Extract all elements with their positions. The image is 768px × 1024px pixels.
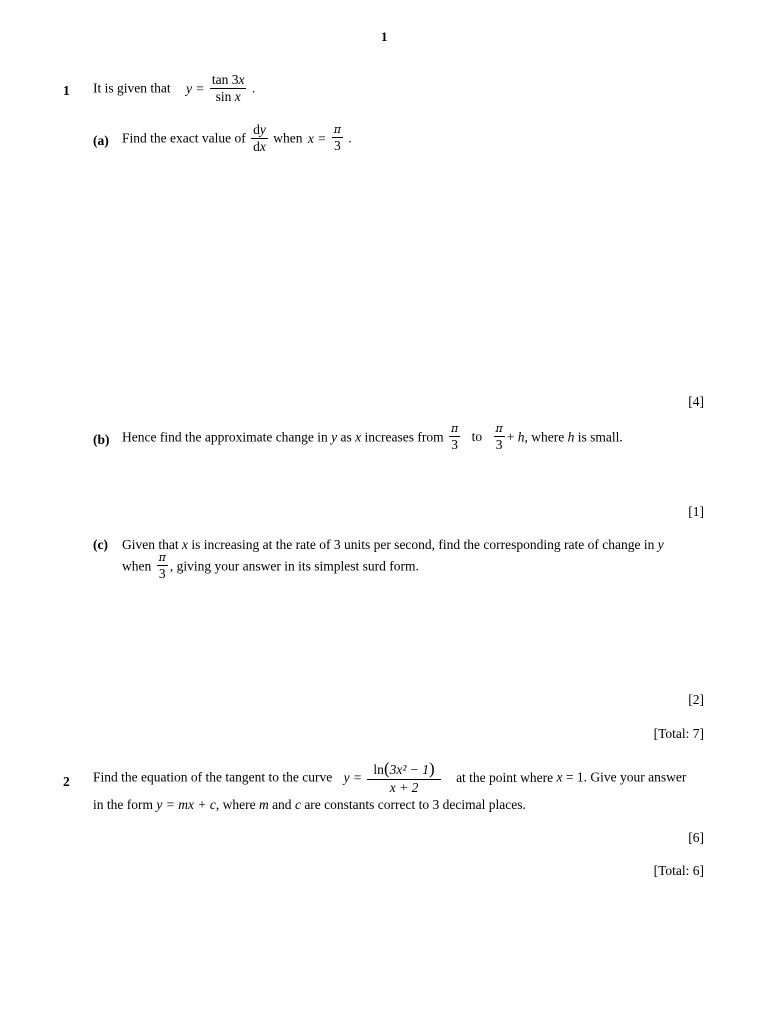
denominator-3: 3 (495, 436, 503, 452)
q1a-dot: . (348, 130, 352, 146)
var-x: x (355, 429, 362, 445)
q2-ln-argument: 3x² − 1 (389, 762, 430, 777)
q2-text-part: in the form (93, 797, 157, 812)
pi-symbol: π (158, 551, 166, 564)
q2-text-part: are constants correct to 3 decimal places. (300, 797, 526, 812)
denominator-3: 3 (158, 565, 166, 581)
q1-var-x: x (238, 72, 245, 87)
pi-symbol: π (333, 123, 341, 137)
q2-ln: ln (373, 762, 384, 777)
q1a-label: (a) (93, 133, 109, 148)
q2-line2 (93, 797, 526, 813)
page-number: 1 (381, 29, 388, 44)
q2-total: [Total: 6] (653, 863, 704, 878)
q1a-pi-over-3 (332, 124, 343, 153)
q1-fraction (210, 73, 247, 104)
q1c-marks: [2] (688, 692, 704, 707)
q2-y-equals: y = (343, 769, 363, 785)
q1-sin: sin (215, 89, 235, 105)
denominator-3: 3 (333, 137, 341, 153)
q1a-prompt: Find the exact value of (122, 130, 246, 146)
q1b-pi-over-3 (449, 423, 460, 452)
q2-text-part: = 1. Give your answer (562, 769, 687, 785)
var-y: y (657, 537, 664, 552)
q1b-text-part: Hence find the approximate change in (122, 429, 332, 445)
var-x: x (556, 769, 563, 785)
q1a-text (122, 123, 352, 154)
q1b-text (122, 423, 623, 452)
q1-number: 1 (63, 83, 70, 98)
q1-stem (93, 73, 255, 104)
q2-fraction: $\frac{\text{ln(3x² − 1)}}{x + 2}$ (367, 760, 440, 795)
q1c-when: when (122, 558, 152, 574)
q1-intro: It is given that (93, 80, 171, 96)
var-y: y (331, 429, 338, 445)
var-h: h (517, 429, 525, 445)
q2-text-part: Find the equation of the tangent to the curve (93, 769, 333, 785)
q2-marks: [6] (688, 830, 704, 845)
var-x: x (182, 537, 188, 552)
plus-sign: + (506, 429, 518, 445)
q1a-x-equals: x = (307, 130, 327, 146)
q1-tan: tan 3 (211, 72, 239, 87)
var-y: y (259, 122, 266, 137)
var-x: x (259, 139, 266, 155)
pi-symbol: π (495, 422, 503, 435)
q1b-to: to (471, 429, 483, 445)
q1c-text-part: Given that (122, 537, 182, 552)
q1b-text-part: increases from (361, 429, 444, 445)
q1b-label: (b) (93, 432, 110, 447)
q1-total: [Total: 7] (653, 726, 704, 741)
q2-form: y = mx + c (156, 797, 216, 812)
d-symbol: d (253, 122, 260, 137)
q1-dot: . (251, 80, 256, 96)
q2-text-part: and (268, 797, 295, 812)
q1c-text-part: , giving your answer in its simplest surd form. (169, 558, 419, 574)
q1a-derivative (251, 123, 268, 154)
var-m: m (258, 797, 269, 812)
q2-text-part: , where (215, 797, 259, 812)
q1a-marks: [4] (688, 394, 704, 409)
q2-text-part: at the point where (456, 769, 557, 785)
q1-y-equals: y = (186, 80, 205, 96)
q1b-text-part: as (337, 429, 356, 445)
q1c-label: (c) (93, 537, 108, 552)
q1-var-x: x (234, 89, 241, 105)
q1c-line2 (122, 552, 419, 581)
q1b-text-part: is small. (574, 429, 623, 445)
q1b-text-part: , where (524, 429, 568, 445)
q1b-marks: [1] (688, 504, 704, 519)
var-c: c (294, 797, 301, 812)
q2-denominator: x + 2 (389, 779, 419, 795)
pi-symbol: π (451, 422, 459, 435)
var-h: h (567, 429, 575, 445)
q1b-pi-over-3-b (494, 423, 505, 452)
q1a-when: when (273, 130, 303, 146)
q1c-pi-over-3 (157, 552, 168, 581)
q1c-text-part: is increasing at the rate of 3 units per second, find the corresponding rate of change in (188, 537, 658, 552)
d-symbol: d (253, 139, 260, 155)
q2-number: 2 (63, 774, 70, 789)
q1c-line1 (122, 537, 664, 553)
q2-line1 (93, 760, 686, 795)
denominator-3: 3 (451, 436, 458, 452)
